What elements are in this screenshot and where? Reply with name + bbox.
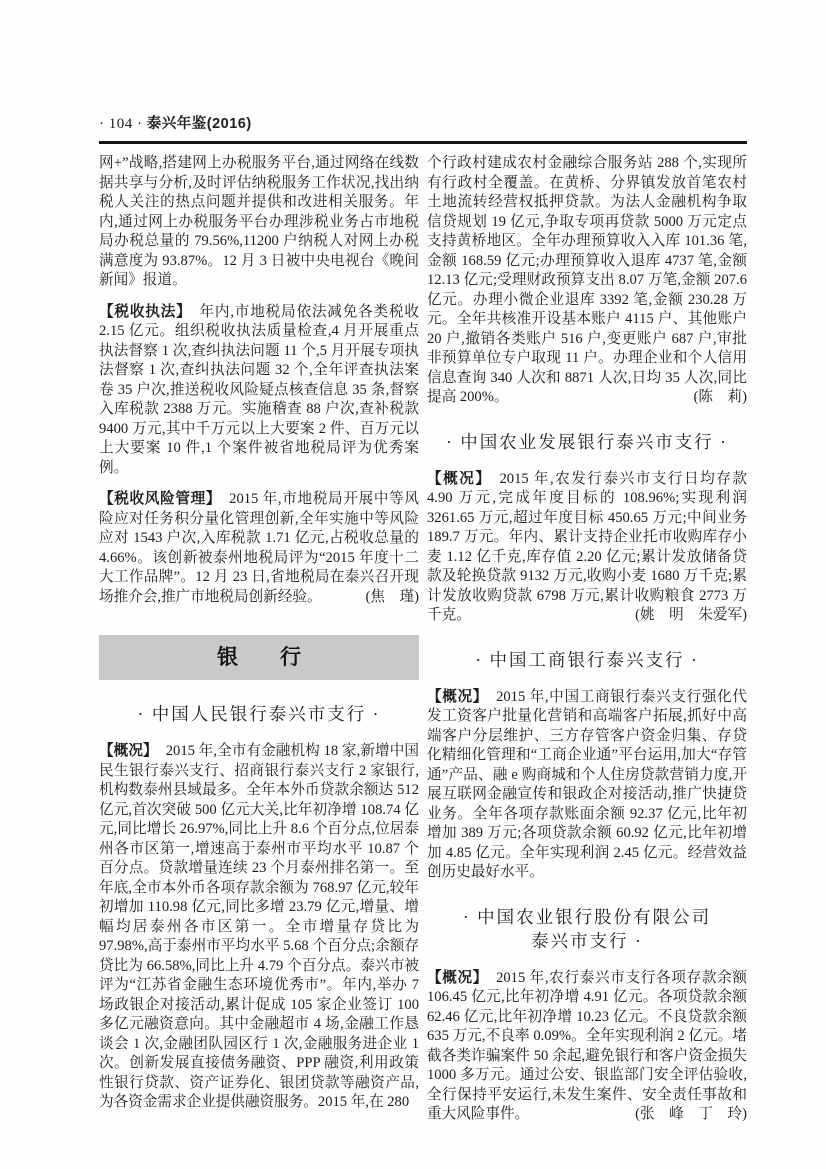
entry-label: 【概况】	[99, 743, 158, 759]
heading-icbc-taixing-branch: · 中国工商银行泰兴支行 ·	[475, 649, 699, 670]
entry-label: 【概况】	[427, 470, 492, 487]
banks-section-banner: 银 行	[99, 635, 419, 680]
entry-text: 2015 年,中国工商银行泰兴支行强化代发工资客户批量化营销和高端客户拓展,抓好中高端客户分层维护、三方存管客户资金归集、存贷化精细化管理和“工商企业通”平台运用,加大“存管通”产品、融 e 购商城和个人住房贷款营销力度,开展互联网金融宣传和银政企对接活动,推广快捷贷业务。全年各项存款账面余额 92.37 亿元,比年初增加 389 万元;各项贷款余额 60.92 亿元,比年初增加 4.85 亿元。全年实现利润 2.45 亿元。经营效益创历史最好水平。	[427, 688, 747, 880]
entry-label: 【税收执法】	[99, 303, 192, 320]
heading-abc-taixing-branch	[427, 905, 747, 953]
header-rule	[99, 141, 747, 144]
heading-line-2: 泰兴市支行 ·	[531, 930, 643, 951]
entry-text: 个行政村建成农村金融综合服务站 288 个,实现所有行政村全覆盖。在黄桥、分界镇发放首笔农村土地流转经营权抵押贷款。为法人金融机构争取信贷规划 19 亿元,争取专项再贷款 5000 万元定点支持黄桥地区。全年办理预算收入入库 101.36 笔,金额 168.59 亿元;办理预算收入退库 4737 笔,金额 12.13 亿元;受理财政预算支出 8.07 万笔,金额 207.6 亿元。办理小微企业退库 3392 笔,金额 230.28 万元。全年共核准开设基本账户 4115 户、其他账户 20 户,撤销各类账户 516 户,变更账户 687 户,审批非预算单位专户取现 11 户。办理企业和个人信用信息查询 340 人次和 8871 人次,日均 35 人次,同比提高 200%。	[427, 155, 747, 405]
entry-label: 【概况】	[427, 969, 489, 986]
entry-text: 2015 年,全市有金融机构 18 家,新增中国民生银行泰兴支行、招商银行泰兴支行 2 家银行,机构数泰州县域最多。全年本外币贷款余额达 512 亿元,首次突破 500 亿元大关,比年初净增 108.74 亿元,同比增长 26.97%,同比上升 8.6 个百分点,位居泰州各市区第一,增速高于泰州市平均水平 10.87 个百分点。贷款增量连续 23 个月泰州排名第一。至年底,全市本外币各项存款余额为 768.97 亿元,较年初增加 110.98 亿元,同比多增 23.79 亿元,增量、增幅均居泰州各市区第一。全市增量存贷比为 97.98%,高于泰州市平均水平 5.68 个百分点;余额存贷比为 66.58%,同比上升 4.79 个百分点。泰兴市被评为“江苏省金融生态环境优秀市”。年内,举办 7 场政银企对接活动,累计促成 105 家企业签订 100 多亿元融资意向。其中金融超市 4 场,金融工作恳谈会 1 次,金融团队园区行 1 次,金融服务进企业 1 次。创新发展直接债务融资、PPP 融资,利用政策性银行贷款、资产证券化、银团贷款等融资产品,为各资金需求企业提供融资服务。2015 年,在 280	[99, 743, 419, 1110]
entry-pboc-overview	[99, 742, 419, 1113]
entry-text: 2015 年,农发行泰兴市支行日均存款 4.90 万元,完成年度目标的 108.96%;实现利润 3261.65 万元,超过年度目标 450.65 万元;中间业务 189.7 万元。年内、累计支持企业托市收购库存小麦 1.12 亿千克,库存值 2.20 亿元;累计发放储备贷款及轮换贷款 9132 万元,收购小麦 1680 万千克;累计发放收购贷款 6798 万元,累计收购粮食 2773 万千克。	[427, 470, 747, 623]
entry-text: 2015 年,农行泰兴市支行各项存款余额 106.45 亿元,比年初净增 4.91 亿元。各项贷款余额 62.46 亿元,比年初净增 10.23 亿元。不良贷款余额 635 万元,不良率 0.09%。全年实现利润 2 亿元。堵截各类诈骗案件 50 余起,避免银行和客户资金损失 1000 多万元。通过公安、银监部门安全评估验收,全行保持平安运行,未发生案件、安全责任事故和重大风险事件。	[427, 969, 747, 1122]
byline: (张 峰 丁 玲)	[635, 1106, 747, 1122]
page-content	[99, 112, 747, 1137]
left-column	[99, 154, 419, 1137]
right-column	[427, 154, 747, 1137]
book-title: 泰兴年鉴(2016)	[146, 116, 252, 132]
entry-label: 【概况】	[427, 688, 489, 705]
entry-icbc-overview	[427, 688, 747, 883]
heading-line-1: · 中国农业银行股份有限公司	[462, 906, 712, 927]
entry-text: 2015 年,市地税局开展中等风险应对任务积分量化管理创新,全年实施中等风险应对 1543 户次,入库税款 1.71 亿元,占税收总量的 4.66%。该创新被泰州地税局评为“2015 年度十二大工作品牌”。12 月 23 日,省地税局在泰兴召开现场推介会,推广市地税局创新经验。	[99, 491, 419, 605]
two-column-layout	[99, 154, 747, 1137]
paragraph-internet-tax-continuation: 网+”战略,搭建网上办税服务平台,通过网络在线数据共享与分析,及时评估纳税服务工作状况,找出纳税人关注的热点问题并提供和改进相关服务。年内,通过网上办税服务平台办理涉税业务占市地税局办税总量的 79.56%,11200 户纳税人对网上办税满意度为 93.87%。12 月 3 日被中央电视台《晚间新闻》报道。	[99, 155, 419, 288]
entry-tax-risk-management	[99, 490, 419, 607]
heading-adbc-taixing-branch: · 中国农业发展银行泰兴市支行 ·	[446, 431, 728, 452]
entry-text: 年内,市地税局依法减免各类税收 2.15 亿元。组织税收执法质量检查,4 月开展重点执法督察 1 次,查纠执法问题 11 个,5 月开展专项执法督察 1 次,查纠执法问题 32 个,全年评查执法案卷 35 户次,推送税收风险疑点核查信息 35 条,督察入库税款 2388 万元。实施稽查 88 户次,查补税款 9400 万元,其中千万元以上大要案 2 件、百万元以上大要案 10 件,1 个案件被省地税局评为优秀案例。	[99, 303, 419, 476]
byline: (姚 明 朱爱军)	[635, 607, 747, 623]
heading-pboc-taixing-branch: · 中国人民银行泰兴市支行 ·	[137, 704, 381, 724]
paragraph-pboc-continuation	[427, 154, 747, 408]
entry-tax-enforcement	[99, 303, 419, 479]
byline: (焦 瑾)	[365, 588, 419, 605]
byline: (陈 莉)	[693, 389, 747, 405]
page-number: · 104 ·	[99, 116, 143, 132]
entry-adbc-overview	[427, 470, 747, 626]
entry-abc-overview	[427, 969, 747, 1125]
entry-label: 【税收风险管理】	[99, 491, 222, 507]
page-header	[99, 112, 747, 133]
